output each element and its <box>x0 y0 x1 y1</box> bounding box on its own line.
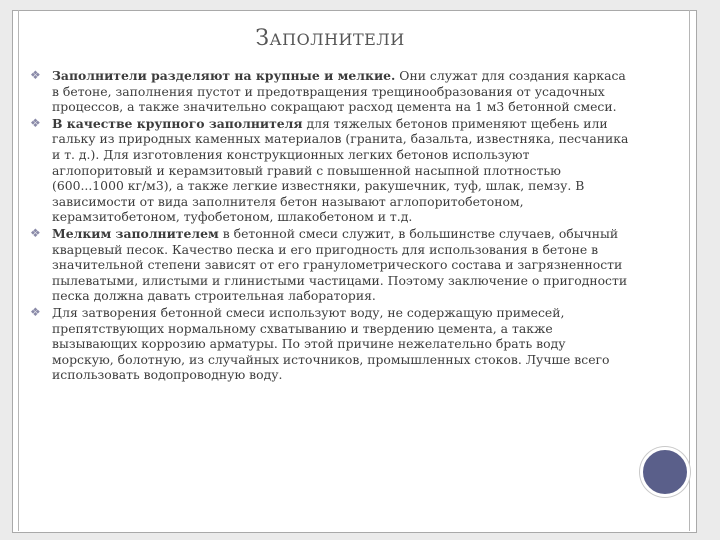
item-text: в бетонной смеси служит, в большинстве случаев, обычный кварцевый песок. Качество песка и его пригодность для использования в бетоне в значительной степени зависят от его гранулометрического состава и загрязненности пылеватыми, илистыми и глинистыми частицами. Поэтому заключение о пригодности песка должна давать строительная лаборатория. <box>52 225 628 304</box>
title-initial: З <box>255 26 270 51</box>
slide-content <box>30 68 630 384</box>
bullet-item-4 <box>30 305 630 383</box>
title-rest: АПОЛНИТЕЛИ <box>269 30 405 49</box>
slide-title <box>0 26 660 51</box>
ornament-bullet-icon: ❖ <box>30 68 41 82</box>
bullet-item-2 <box>30 116 630 225</box>
item-lead: Заполнители разделяют на крупные и мелкие. <box>52 68 396 83</box>
item-text: для тяжелых бетонов применяют щебень или гальку из природных каменных материалов (гранита, базальта, известняка, песчаника и т. д.). Для изготовления конструкционных легких бетонов используют аглопоритовый и керамзитовый гравий с повышенной насыпной плотностью (600...1000 кг/м3), а также легкие известняки, ракушечник, туф, шлак, пемзу. В зависимости от вида заполнителя бетон называют аглопоритобетоном, керамзитобетоном, туфобетоном, шлакобетоном и т.д. <box>52 115 629 225</box>
bullet-item-1 <box>30 68 630 115</box>
ornament-bullet-icon: ❖ <box>30 115 41 130</box>
decorative-circle <box>640 447 690 497</box>
item-text: Для затворения бетонной смеси используют воду, не содержащую примесей, препятствующих нормальному схватыванию и твердению цемента, а также вызывающих коррозию арматуры. По этой причине нежелательно брать воду морскую, болотную, из случайных источников, промышленных стоков. Лучше всего использовать водопроводную воду. <box>52 304 610 383</box>
item-lead: Мелким заполнителем <box>52 225 219 241</box>
ornament-bullet-icon: ❖ <box>30 304 41 319</box>
item-lead: В качестве крупного заполнителя <box>52 115 303 131</box>
bullet-item-3 <box>30 226 630 304</box>
right-border-line <box>689 10 690 531</box>
left-border-line <box>18 10 19 531</box>
ornament-bullet-icon: ❖ <box>30 225 41 240</box>
item-text: Они служат для создания каркаса в бетоне, заполнения пустот и предотвращения трещинообразования от усадочных процессов, а также значительно сокращают расход цемента на 1 м3 бетонной смеси. <box>52 68 626 115</box>
